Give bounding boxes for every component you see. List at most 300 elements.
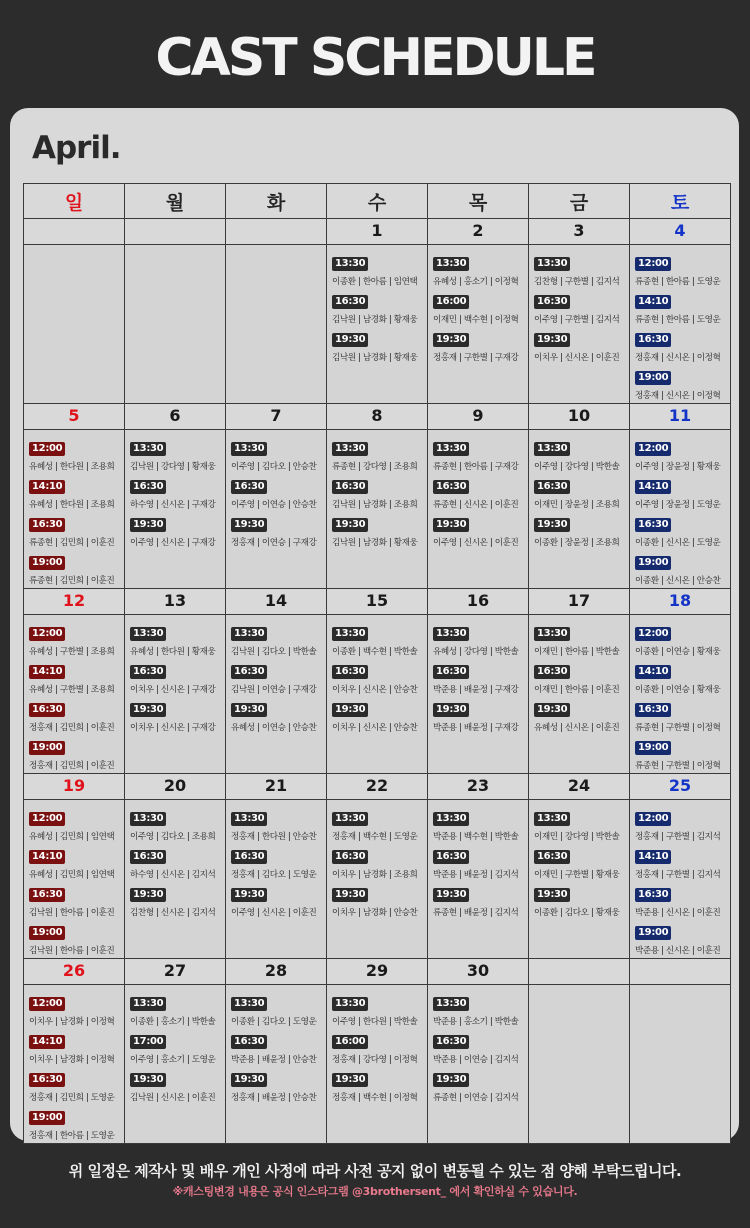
day-schedule-cell [24,615,125,774]
day-schedule-cell [226,800,327,959]
show-time-badge: 12:00 [635,257,671,271]
show-time-badge: 16:30 [433,480,469,494]
cast-list: 이종환 | 백수현 | 박한솔 [332,647,418,657]
performance-slot [29,436,124,474]
performance-slot [130,882,225,920]
day-number-cell [226,959,327,985]
show-time-badge: 13:30 [130,627,166,641]
cast-list: 이치우 | 남경화 | 이정혁 [29,1017,115,1027]
show-time-badge: 16:30 [635,888,671,902]
show-time-badge: 19:00 [635,371,671,385]
cast-list: 박준용 | 배윤정 | 구재강 [433,723,519,733]
day-number: 14 [264,591,288,610]
day-number-cell [529,589,630,615]
casting-change-note: ※캐스팅변경 내용은 공식 인스타그램 @3brothersent_ 에서 확인하실 수 있습니다. [172,1185,578,1198]
day-schedule-cell [226,615,327,774]
cast-list: 김낙원 | 한아름 | 이훈진 [29,946,115,956]
day-number: 28 [264,961,288,980]
day-number-cell [327,219,428,245]
cast-list: 이치우 | 남경화 | 이정혁 [29,1055,115,1065]
day-number-cell [24,219,125,245]
performance-slot [433,1029,528,1067]
performance-slot [332,697,427,735]
show-time-badge: 19:30 [231,1073,267,1087]
show-time-badge: 14:10 [29,665,65,679]
day-number-cell [529,774,630,800]
show-time-badge: 14:10 [29,850,65,864]
performance-slot [635,621,730,659]
performance-slot [433,697,528,735]
show-time-badge: 12:00 [635,442,671,456]
day-schedule-cell [529,985,630,1144]
cast-list: 김찬형 | 신시온 | 김지석 [130,908,216,918]
cast-list: 이치우 | 신시온 | 안승찬 [332,723,418,733]
performance-slot [433,806,528,844]
show-time-badge: 12:00 [29,812,65,826]
show-time-badge: 13:30 [332,257,368,271]
cast-list: 정홍재 | 신시온 | 이정혁 [635,391,721,401]
day-schedule-cell [226,245,327,404]
cast-list: 이종환 | 한아름 | 임연택 [332,277,418,287]
show-time-badge: 19:30 [130,518,166,532]
performance-slot [332,1067,427,1105]
show-time-badge: 19:30 [332,888,368,902]
cast-list: 하수영 | 신시온 | 김지석 [130,870,216,880]
day-number-cell [125,774,226,800]
cast-list: 김낙원 | 신시온 | 이훈진 [130,1093,216,1103]
cast-list: 류종현 | 김민희 | 이훈진 [29,576,115,586]
day-schedule-cell [529,800,630,959]
performance-slot [635,512,730,550]
day-number [125,219,225,244]
show-time-badge: 19:30 [534,703,570,717]
cast-list: 이주영 | 구한별 | 김지석 [534,315,620,325]
show-time-badge: 13:30 [433,257,469,271]
show-time-badge: 16:30 [332,295,368,309]
performance-slot [534,289,629,327]
show-time-badge: 14:10 [29,480,65,494]
day-number-cell [428,404,529,430]
cast-list: 이재민 | 구한별 | 황재웅 [534,870,620,880]
cast-list: 이주영 | 이연승 | 안승찬 [231,500,317,510]
day-schedule-cell [630,245,731,404]
performance-slot [29,1105,124,1143]
cast-list: 유혜성 | 이연승 | 안승찬 [231,723,317,733]
show-time-badge: 16:30 [130,850,166,864]
day-number [529,959,629,984]
day-number: 11 [668,406,692,425]
show-time-badge: 19:00 [29,1111,65,1125]
cast-list: 김낙원 | 남경화 | 조용희 [332,500,418,510]
show-time-badge: 13:30 [332,627,368,641]
show-time-badge: 19:30 [130,1073,166,1087]
cast-list: 유혜성 | 구한별 | 조용희 [29,685,115,695]
performance-slot [433,289,528,327]
show-time-badge: 13:30 [231,442,267,456]
cast-list: 유혜성 | 김민희 | 임연택 [29,832,115,842]
cast-list: 이주영 | 장윤정 | 도영운 [635,500,721,510]
day-number-cell [327,589,428,615]
show-time-badge: 13:30 [534,812,570,826]
performance-slot [231,436,326,474]
cast-list: 이치우 | 신시온 | 구재강 [130,685,216,695]
day-number-cell [428,959,529,985]
performance-slot [534,844,629,882]
cast-list: 이주영 | 장윤정 | 황재웅 [635,462,721,472]
performance-slot [231,1067,326,1105]
performance-slot [433,621,528,659]
cast-list: 유혜성 | 한다원 | 조용희 [29,500,115,510]
cast-list: 김낙원 | 한아름 | 이훈진 [29,908,115,918]
cast-list: 김낙원 | 강다영 | 황재웅 [130,462,216,472]
day-schedule-cell [125,800,226,959]
performance-slot [231,621,326,659]
day-number-cell [125,589,226,615]
cast-list: 정홍재 | 백수현 | 도영운 [332,832,418,842]
performance-slot [332,289,427,327]
show-time-badge: 19:30 [231,518,267,532]
day-number: 7 [270,406,282,425]
performance-slot [534,882,629,920]
show-time-badge: 16:30 [130,665,166,679]
performance-slot [332,659,427,697]
cast-list: 류종현 | 구한별 | 이정혁 [635,761,721,771]
cast-list: 박준용 | 백수현 | 박한솔 [433,832,519,842]
weekday-header: 수 [327,184,428,219]
performance-slot [130,436,225,474]
page-title: CAST SCHEDULE [155,28,595,88]
cast-list: 유혜성 | 신시온 | 이훈진 [534,723,620,733]
show-time-badge: 16:30 [534,665,570,679]
weekday-header-row [24,184,731,219]
show-time-badge: 16:00 [433,295,469,309]
cast-list: 이주영 | 신시온 | 구재강 [130,538,216,548]
show-time-badge: 16:30 [332,850,368,864]
cast-list: 이주영 | 김다오 | 조용희 [130,832,216,842]
show-time-badge: 16:30 [29,888,65,902]
day-number: 3 [573,221,585,240]
performance-slot [433,436,528,474]
cast-list: 박준용 | 배윤정 | 구재강 [433,685,519,695]
cast-list: 김낙원 | 남경화 | 황재웅 [332,538,418,548]
show-time-badge: 19:30 [534,888,570,902]
show-time-badge: 19:00 [29,556,65,570]
show-time-badge: 19:30 [231,703,267,717]
day-number-cell [327,774,428,800]
day-number-cell [24,774,125,800]
day-schedule-cell [630,615,731,774]
show-time-badge: 13:30 [130,442,166,456]
show-time-badge: 14:10 [635,480,671,494]
day-number: 2 [472,221,484,240]
show-time-badge: 13:30 [433,812,469,826]
day-number-cell [226,219,327,245]
show-time-badge: 19:00 [635,926,671,940]
cast-list: 류종현 | 강다영 | 조용희 [332,462,418,472]
cast-list: 류종현 | 구한별 | 이정혁 [635,723,721,733]
day-schedule-cell [24,430,125,589]
performance-slot [635,806,730,844]
show-time-badge: 13:30 [433,442,469,456]
day-number-cell [125,959,226,985]
show-time-badge: 19:30 [332,703,368,717]
performance-slot [29,659,124,697]
cast-list: 류종현 | 한아름 | 도영운 [635,315,721,325]
performance-slot [130,806,225,844]
schedule-row [24,800,731,959]
cast-list: 이치우 | 신시온 | 안승찬 [332,685,418,695]
performance-slot [29,550,124,588]
cast-list: 정홍재 | 김민희 | 도영운 [29,1093,115,1103]
weekday-header: 금 [529,184,630,219]
show-time-badge: 14:10 [29,1035,65,1049]
show-time-badge: 19:30 [534,333,570,347]
day-number: 20 [163,776,187,795]
show-time-badge: 19:00 [29,741,65,755]
day-number: 27 [163,961,187,980]
performance-slot [29,844,124,882]
day-number: 29 [365,961,389,980]
day-number: 23 [466,776,490,795]
performance-slot [635,251,730,289]
show-time-badge: 16:30 [534,295,570,309]
show-time-badge: 19:30 [433,888,469,902]
performance-slot [635,365,730,403]
day-number-cell [529,219,630,245]
day-schedule-cell [125,430,226,589]
cast-list: 하수영 | 신시온 | 구재강 [130,500,216,510]
show-time-badge: 19:30 [433,518,469,532]
show-time-badge: 16:30 [635,333,671,347]
day-number-cell [125,404,226,430]
performance-slot [635,920,730,958]
cast-list: 정홍재 | 김민희 | 이훈진 [29,723,115,733]
day-number: 9 [472,406,484,425]
performance-slot [130,474,225,512]
day-number-cell [226,404,327,430]
cast-list: 정홍재 | 신시온 | 이정혁 [635,353,721,363]
day-schedule-cell [125,245,226,404]
day-number: 13 [163,591,187,610]
schedule-row [24,430,731,589]
cast-list: 이재민 | 강다영 | 박한솔 [534,832,620,842]
cast-list: 정홍재 | 구한별 | 김지석 [635,870,721,880]
show-time-badge: 13:30 [433,997,469,1011]
performance-slot [433,991,528,1029]
performance-slot [534,327,629,365]
day-number: 30 [466,961,490,980]
cast-list: 이재민 | 한아름 | 박한솔 [534,647,620,657]
cast-list: 이종환 | 장윤정 | 조용희 [534,538,620,548]
performance-slot [29,882,124,920]
day-schedule-cell [630,985,731,1144]
performance-slot [332,844,427,882]
cast-list: 이주영 | 한다원 | 박한솔 [332,1017,418,1027]
performance-slot [534,474,629,512]
day-number: 6 [169,406,181,425]
day-schedule-cell [327,245,428,404]
day-number-cell [125,219,226,245]
performance-slot [534,621,629,659]
performance-slot [231,844,326,882]
performance-slot [29,621,124,659]
performance-slot [332,1029,427,1067]
day-schedule-cell [630,800,731,959]
cast-list: 류종현 | 한아름 | 도영운 [635,277,721,287]
performance-slot [332,512,427,550]
performance-slot [534,512,629,550]
performance-slot [332,621,427,659]
day-number-cell [630,219,731,245]
performance-slot [29,512,124,550]
cast-list: 김찬형 | 구한별 | 김지석 [534,277,620,287]
day-number: 22 [365,776,389,795]
cast-list: 정홍재 | 이연승 | 구재강 [231,538,317,548]
cast-list: 유혜성 | 구한별 | 조용희 [29,647,115,657]
show-time-badge: 19:30 [332,518,368,532]
day-schedule-cell [327,985,428,1144]
show-time-badge: 14:10 [635,665,671,679]
schedule-row [24,985,731,1144]
day-number [226,219,326,244]
performance-slot [433,1067,528,1105]
day-schedule-cell [428,985,529,1144]
performance-slot [332,327,427,365]
show-time-badge: 14:10 [635,850,671,864]
performance-slot [635,735,730,773]
day-schedule-cell [529,430,630,589]
cast-list: 류종현 | 한아름 | 구재강 [433,462,519,472]
cast-list: 박준용 | 배윤정 | 김지석 [433,870,519,880]
cast-list: 이치우 | 신시온 | 구재강 [130,723,216,733]
show-time-badge: 19:00 [635,741,671,755]
cast-list: 정홍재 | 김다오 | 도영운 [231,870,317,880]
weekday-header: 일 [24,184,125,219]
day-schedule-cell [428,245,529,404]
performance-slot [534,436,629,474]
cast-list: 정홍재 | 구한별 | 김지석 [635,832,721,842]
performance-slot [433,844,528,882]
day-number-cell [428,219,529,245]
cast-list: 이재민 | 장윤정 | 조용희 [534,500,620,510]
day-number-cell [327,404,428,430]
performance-slot [130,1029,225,1067]
show-time-badge: 13:30 [332,442,368,456]
performance-slot [231,806,326,844]
cast-list: 박준용 | 신시온 | 이훈진 [635,946,721,956]
cast-list: 류종현 | 김민희 | 이훈진 [29,538,115,548]
day-number-cell [24,959,125,985]
cast-list: 이주영 | 강다영 | 박한솔 [534,462,620,472]
day-number-row [24,219,731,245]
cast-list: 정홍재 | 김민희 | 이훈진 [29,761,115,771]
day-number-cell [630,589,731,615]
day-number-cell [24,589,125,615]
weekday-header: 화 [226,184,327,219]
day-number-cell [327,959,428,985]
performance-slot [29,920,124,958]
day-schedule-cell [428,615,529,774]
performance-slot [130,844,225,882]
performance-slot [29,735,124,773]
cast-list: 이주영 | 홍소기 | 도영운 [130,1055,216,1065]
show-time-badge: 16:00 [332,1035,368,1049]
show-time-badge: 16:30 [29,518,65,532]
day-number-cell [630,774,731,800]
day-number: 18 [668,591,692,610]
show-time-badge: 16:30 [29,1073,65,1087]
performance-slot [29,474,124,512]
cast-list: 류종현 | 배윤정 | 김지석 [433,908,519,918]
show-time-badge: 17:00 [130,1035,166,1049]
performance-slot [635,436,730,474]
show-time-badge: 16:30 [433,850,469,864]
performance-slot [332,806,427,844]
show-time-badge: 12:00 [29,997,65,1011]
show-time-badge: 19:30 [433,703,469,717]
day-number: 12 [62,591,86,610]
show-time-badge: 13:30 [231,627,267,641]
performance-slot [231,659,326,697]
day-number: 4 [674,221,686,240]
cast-list: 정홍재 | 한다원 | 안승찬 [231,832,317,842]
show-time-badge: 16:30 [231,850,267,864]
performance-slot [433,474,528,512]
show-time-badge: 13:30 [231,997,267,1011]
day-number-cell [529,959,630,985]
cast-list: 유혜성 | 한다원 | 조용희 [29,462,115,472]
day-schedule-cell [226,430,327,589]
show-time-badge: 13:30 [332,997,368,1011]
show-time-badge: 16:30 [433,1035,469,1049]
cast-list: 이치우 | 남경화 | 안승찬 [332,908,418,918]
performance-slot [534,659,629,697]
show-time-badge: 13:30 [332,812,368,826]
day-schedule-cell [529,615,630,774]
cast-list: 이치우 | 신시온 | 이훈진 [534,353,620,363]
performance-slot [29,1067,124,1105]
cast-list: 이재민 | 한아름 | 이훈진 [534,685,620,695]
performance-slot [635,697,730,735]
day-number: 26 [62,961,86,980]
day-schedule-cell [24,800,125,959]
cast-list: 이종환 | 김다오 | 도영운 [231,1017,317,1027]
calendar-table [23,183,731,1144]
performance-slot [29,991,124,1029]
show-time-badge: 16:30 [231,1035,267,1049]
performance-slot [130,621,225,659]
performance-slot [231,474,326,512]
day-number-cell [24,404,125,430]
show-time-badge: 12:00 [635,812,671,826]
cast-list: 박준용 | 신시온 | 이훈진 [635,908,721,918]
show-time-badge: 13:30 [534,627,570,641]
show-time-badge: 16:30 [130,480,166,494]
performance-slot [635,327,730,365]
performance-slot [635,882,730,920]
performance-slot [231,697,326,735]
cast-list: 김낙원 | 남경화 | 황재웅 [332,315,418,325]
cast-list: 류종현 | 신시온 | 이훈진 [433,500,519,510]
performance-slot [332,882,427,920]
day-schedule-cell [428,800,529,959]
performance-slot [130,991,225,1029]
show-time-badge: 19:30 [332,1073,368,1087]
cast-list: 정홍재 | 강다영 | 이정혁 [332,1055,418,1065]
day-number: 17 [567,591,591,610]
show-time-badge: 19:30 [332,333,368,347]
cast-list: 유혜성 | 강다영 | 박한솔 [433,647,519,657]
